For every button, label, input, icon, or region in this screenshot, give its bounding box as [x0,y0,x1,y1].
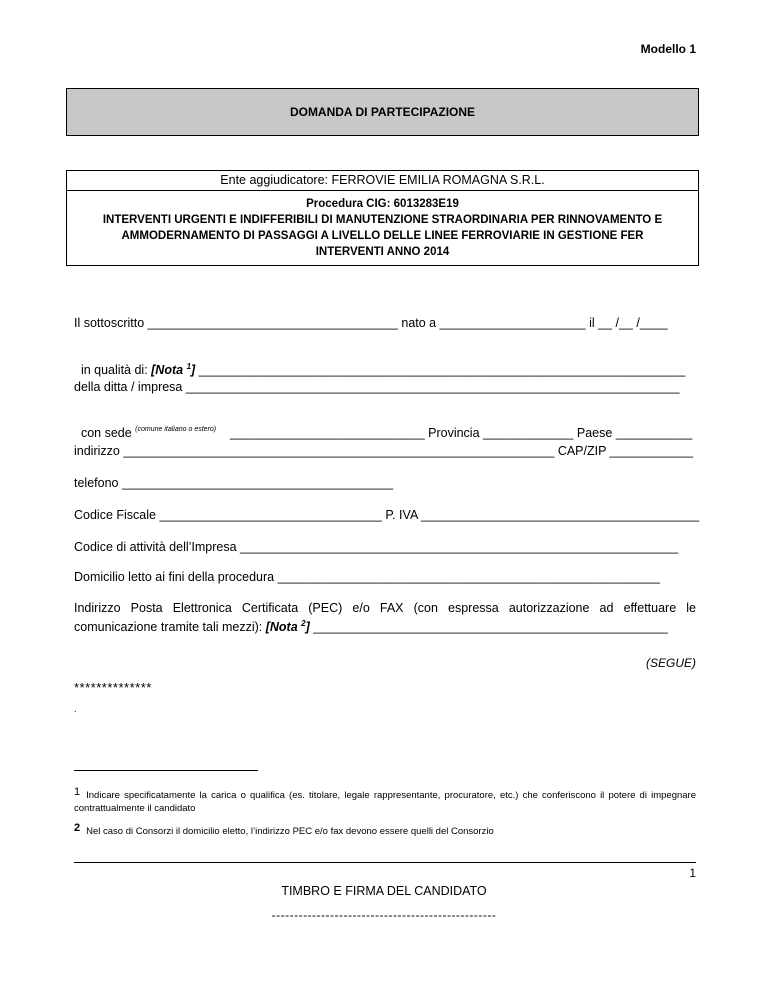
dot: . [74,704,77,714]
qualita-blank: ______________________________________________________________________ [195,363,686,378]
footnote-separator [74,770,258,771]
field-telefono[interactable]: telefono _______________________________________ [74,476,394,490]
signature-line[interactable]: -------------------------------------------------- [271,908,497,922]
procedura-line-3: INTERVENTI ANNO 2014 [315,246,450,258]
sede-label: con sede [80,426,136,440]
pec-label: Indirizzo Posta Elettronica Certificata (PEC) e/o FAX (con espressa autorizzazione ad effettuare le comunicazione tramite tali mezzi): [74,601,696,635]
footnote-2-text: Nel caso di Consorzi il domicilio eletto, l’indirizzo PEC e/o fax devono essere quelli del Consorzio [86,826,494,837]
footnote-1-text: Indicare specificatamente la carica o qualifica (es. titolare, legale rappresentante, procuratore, etc.) che conferiscono il potere di impegnare contrattualmente il candidato [74,790,696,814]
segue-label: (SEGUE) [645,656,696,670]
form-title: DOMANDA DI PARTECIPAZIONE [66,88,699,136]
field-domicilio[interactable]: Domicilio letto ai fini della procedura _______________________________________________________ [74,570,660,584]
nota-1-ref: [Nota $^1$] [151,362,196,378]
footnote-2-number: 2 [74,822,81,834]
procedura-line-2: AMMODERNAMENTO DI PASSAGGI A LIVELLO DELLE LINEE FERROVIARIE IN GESTIONE FER [121,230,644,242]
ente-label: Ente aggiudicatore: FERROVIE EMILIA ROMAGNA S.R.L. [67,171,698,191]
footnote-1-number: 1 [74,786,81,798]
qualita-label: in qualità di: [80,363,152,378]
field-qualita[interactable] [74,348,685,377]
model-number: Modello 1 [640,42,696,56]
page-number: 1 [689,866,696,880]
field-ditta[interactable]: della ditta / impresa _______________________________________________________________________ [74,380,680,394]
field-sede[interactable] [74,412,692,440]
signature-label: TIMBRO E FIRMA DEL CANDIDATO [281,884,487,898]
field-pec[interactable] [74,600,696,635]
footnote-1 [74,786,696,815]
procedura-line-1: INTERVENTI URGENTI E INDIFFERIBILI DI MANUTENZIONE STRAORDINARIA PER RINNOVAMENTO E [102,214,663,226]
stars-separator: ************** [74,680,152,695]
ente-box [66,170,699,266]
pec-blank: ___________________________________________________ [309,620,668,635]
procedura-cig: Procedura CIG: 6013283E19 [306,198,459,210]
sede-blank: ____________________________ Provincia _____________ Paese ___________ [216,426,693,440]
footer-rule [74,862,696,863]
field-codice-fiscale[interactable]: Codice Fiscale ________________________________ P. IVA ________________________________________ [74,508,700,522]
field-sottoscritto[interactable]: Il sottoscritto ____________________________________ nato a _____________________ il __ /__ /____ [74,316,668,330]
field-indirizzo[interactable]: indirizzo ______________________________________________________________ CAP/ZIP ____________ [74,444,694,458]
footnote-2 [74,822,696,838]
nota-2-ref: [Nota $^2$] [265,619,310,635]
procedura-block [67,191,698,260]
field-codice-attivita[interactable]: Codice di attività dell’Impresa _______________________________________________________________ [74,540,679,554]
sede-note: (comune italiano o estero) [135,426,217,433]
